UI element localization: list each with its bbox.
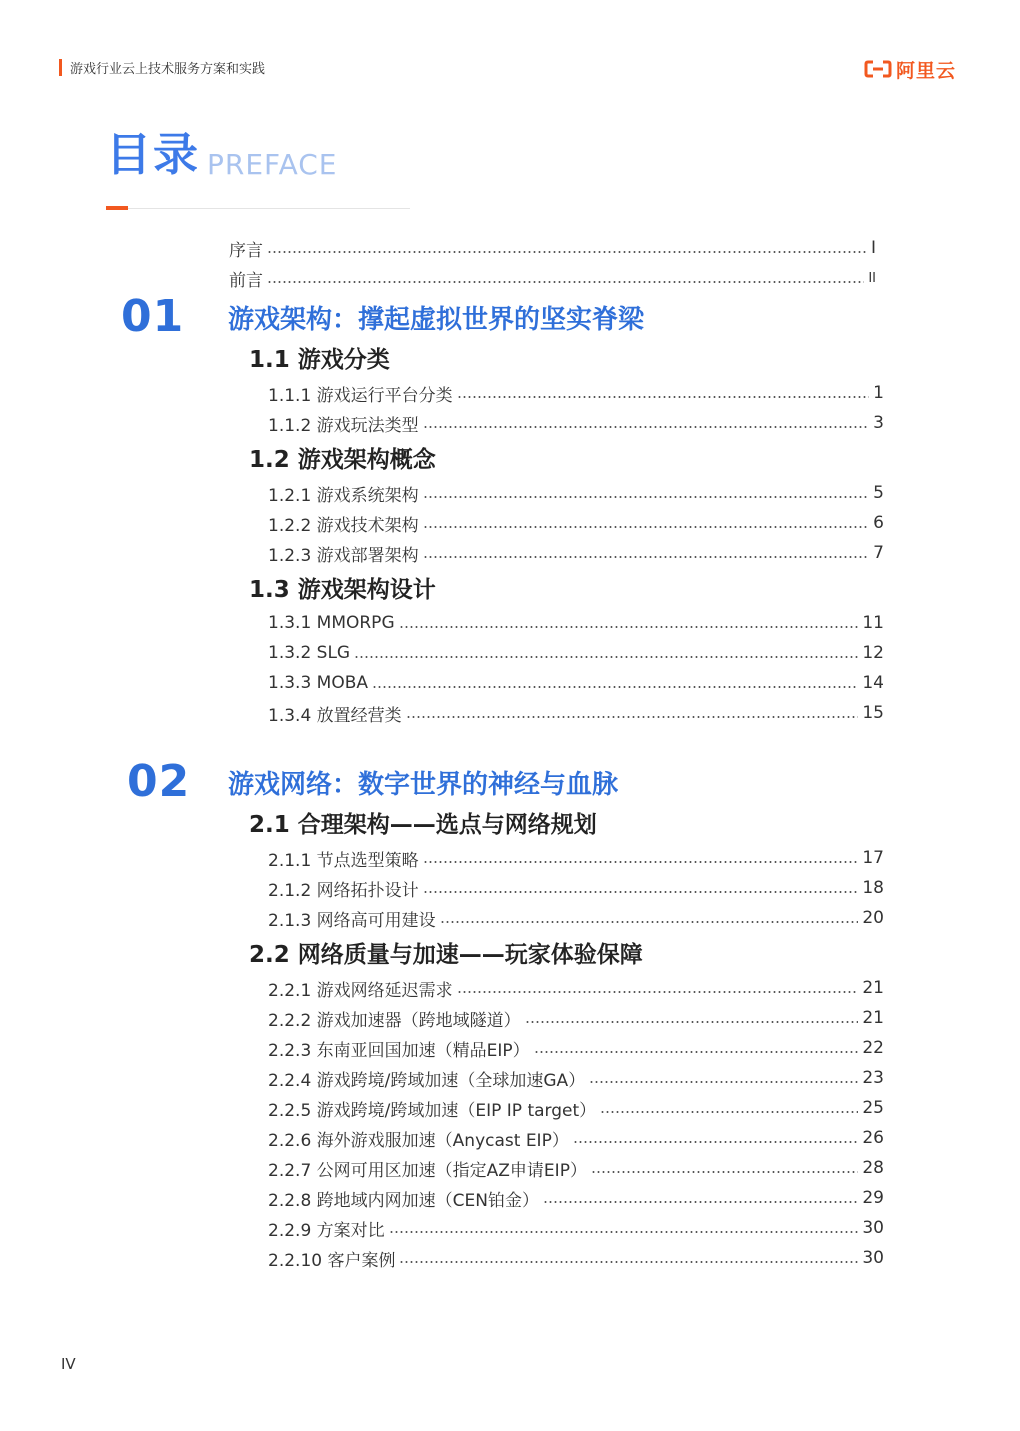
toc-entry-label: 1.3.1 MMORPG xyxy=(268,613,395,633)
toc-entry[interactable] xyxy=(268,1244,884,1272)
section-title[interactable]: 1.1 游戏分类 xyxy=(249,347,390,373)
toc-entry-label: 2.2.6 海外游戏服加速（Anycast EIP） xyxy=(268,1130,569,1151)
leader-dots xyxy=(543,1201,858,1203)
toc-entry[interactable] xyxy=(268,639,884,667)
leader-dots xyxy=(423,891,859,893)
toc-entry-page: 7 xyxy=(873,543,884,563)
toc-entry-page: I xyxy=(870,238,876,258)
leader-dots xyxy=(525,1021,859,1023)
toc-entry-label: 1.3.2 SLG xyxy=(268,643,351,663)
toc-entry[interactable] xyxy=(268,904,884,932)
toc-entry-page: 6 xyxy=(873,513,884,533)
leader-dots xyxy=(406,716,859,718)
toc-entry[interactable] xyxy=(268,379,884,407)
toc-entry[interactable] xyxy=(268,669,884,697)
leader-dots xyxy=(589,1081,858,1083)
toc-entry-page: 15 xyxy=(862,703,884,723)
chapter-title[interactable]: 游戏网络：数字世界的神经与血脉 xyxy=(228,770,619,800)
page-number: IV xyxy=(61,1355,76,1373)
chapter-number: 02 xyxy=(127,756,191,807)
toc-entry[interactable] xyxy=(268,1184,884,1212)
section-title[interactable]: 1.2 游戏架构概念 xyxy=(249,447,436,473)
toc-entry[interactable] xyxy=(268,699,884,727)
leader-dots xyxy=(591,1171,858,1173)
chapter-number: 01 xyxy=(121,291,185,342)
leader-dots xyxy=(354,656,858,658)
toc-entry[interactable] xyxy=(268,539,884,567)
toc-subtitle: PREFACE xyxy=(207,148,338,181)
toc-entry-label: 2.1.2 网络拓扑设计 xyxy=(268,880,419,901)
section-title[interactable]: 2.1 合理架构——选点与网络规划 xyxy=(249,812,597,838)
leader-dots xyxy=(573,1141,859,1143)
leader-dots xyxy=(423,556,870,558)
leader-dots xyxy=(457,396,870,398)
toc-entry-label: 1.3.3 MOBA xyxy=(268,673,368,693)
toc-entry[interactable] xyxy=(268,409,884,437)
toc-entry-page: 1 xyxy=(873,383,884,403)
toc-entry[interactable] xyxy=(268,1154,884,1182)
toc-entry-label: 2.1.1 节点选型策略 xyxy=(268,850,419,871)
toc-entry-label: 2.1.3 网络高可用建设 xyxy=(268,910,436,931)
toc-entry-label: 2.2.10 客户案例 xyxy=(268,1250,396,1271)
toc-entry-page: 18 xyxy=(862,878,884,898)
leader-dots xyxy=(389,1231,859,1233)
toc-entry-label: 2.2.5 游戏跨境/跨域加速（EIP IP target） xyxy=(268,1100,597,1121)
leader-dots xyxy=(534,1051,859,1053)
toc-entry-page: 20 xyxy=(862,908,884,928)
toc-entry-page: 23 xyxy=(862,1068,884,1088)
header-accent-bar xyxy=(59,59,62,76)
toc-entry-label: 1.2.3 游戏部署架构 xyxy=(268,545,419,566)
toc-entry-page: 30 xyxy=(862,1248,884,1268)
toc-entry[interactable] xyxy=(268,509,884,537)
leader-dots xyxy=(267,281,864,283)
section-title[interactable]: 2.2 网络质量与加速——玩家体验保障 xyxy=(249,942,643,968)
title-divider xyxy=(106,208,410,209)
toc-entry-page: 17 xyxy=(862,848,884,868)
toc-entry-foreword[interactable] xyxy=(229,264,876,292)
toc-entry-label: 1.2.1 游戏系统架构 xyxy=(268,485,419,506)
leader-dots xyxy=(440,921,859,923)
toc-entry[interactable] xyxy=(268,1034,884,1062)
leader-dots xyxy=(423,426,870,428)
toc-entry[interactable] xyxy=(268,874,884,902)
toc-entry-page: 21 xyxy=(862,1008,884,1028)
toc-entry[interactable] xyxy=(268,1094,884,1122)
toc-entry-label: 2.2.8 跨地域内网加速（CEN铂金） xyxy=(268,1190,539,1211)
toc-entry[interactable] xyxy=(268,1004,884,1032)
title-accent-mark xyxy=(106,206,128,210)
toc-entry-label: 2.2.4 游戏跨境/跨域加速（全球加速GA） xyxy=(268,1070,586,1091)
leader-dots xyxy=(600,1111,858,1113)
toc-entry-page: 25 xyxy=(862,1098,884,1118)
toc-entry-page: 29 xyxy=(862,1188,884,1208)
toc-entry-page: 12 xyxy=(862,643,884,663)
toc-entry-label: 1.1.2 游戏玩法类型 xyxy=(268,415,419,436)
toc-entry-label: 1.2.2 游戏技术架构 xyxy=(268,515,419,536)
toc-entry-page: 5 xyxy=(873,483,884,503)
leader-dots xyxy=(423,496,870,498)
toc-entry-page: II xyxy=(868,270,876,286)
aliyun-logo xyxy=(864,57,956,81)
toc-entry-page: 22 xyxy=(862,1038,884,1058)
leader-dots xyxy=(399,1261,858,1263)
aliyun-logo-icon xyxy=(864,60,892,78)
section-title[interactable]: 1.3 游戏架构设计 xyxy=(249,577,436,603)
toc-entry-label: 1.3.4 放置经营类 xyxy=(268,705,402,726)
leader-dots xyxy=(457,991,859,993)
toc-entry[interactable] xyxy=(268,1124,884,1152)
leader-dots xyxy=(423,861,859,863)
toc-entry-label: 2.2.2 游戏加速器（跨地域隧道） xyxy=(268,1010,521,1031)
toc-title: 目录 xyxy=(106,128,201,181)
toc-entry-label: 1.1.1 游戏运行平台分类 xyxy=(268,385,453,406)
logo-text: 阿里云 xyxy=(896,59,957,82)
toc-entry-label: 序言 xyxy=(229,240,263,261)
toc-entry-page: 3 xyxy=(873,413,884,433)
toc-entry[interactable] xyxy=(268,479,884,507)
leader-dots xyxy=(372,686,858,688)
document-title: 游戏行业云上技术服务方案和实践 xyxy=(70,62,266,77)
toc-entry-preface[interactable] xyxy=(229,234,876,262)
toc-entry[interactable] xyxy=(268,1214,884,1242)
toc-entry-label: 2.2.9 方案对比 xyxy=(268,1220,385,1241)
toc-entry[interactable] xyxy=(268,974,884,1002)
toc-entry-page: 26 xyxy=(862,1128,884,1148)
leader-dots xyxy=(267,251,867,253)
toc-entry-page: 11 xyxy=(862,613,884,633)
toc-entry-label: 2.2.1 游戏网络延迟需求 xyxy=(268,980,453,1001)
leader-dots xyxy=(399,626,859,628)
toc-entry-page: 28 xyxy=(862,1158,884,1178)
toc-entry-page: 14 xyxy=(862,673,884,693)
toc-entry-page: 30 xyxy=(862,1218,884,1238)
toc-entry-label: 2.2.3 东南亚回国加速（精品EIP） xyxy=(268,1040,530,1061)
toc-entry-label: 前言 xyxy=(229,270,263,291)
chapter-title[interactable]: 游戏架构：撑起虚拟世界的坚实脊梁 xyxy=(228,305,645,335)
toc-entry[interactable] xyxy=(268,1064,884,1092)
toc-entry[interactable] xyxy=(268,844,884,872)
toc-entry-page: 21 xyxy=(862,978,884,998)
toc-entry[interactable] xyxy=(268,609,884,637)
toc-entry-label: 2.2.7 公网可用区加速（指定AZ申请EIP） xyxy=(268,1160,587,1181)
leader-dots xyxy=(423,526,870,528)
